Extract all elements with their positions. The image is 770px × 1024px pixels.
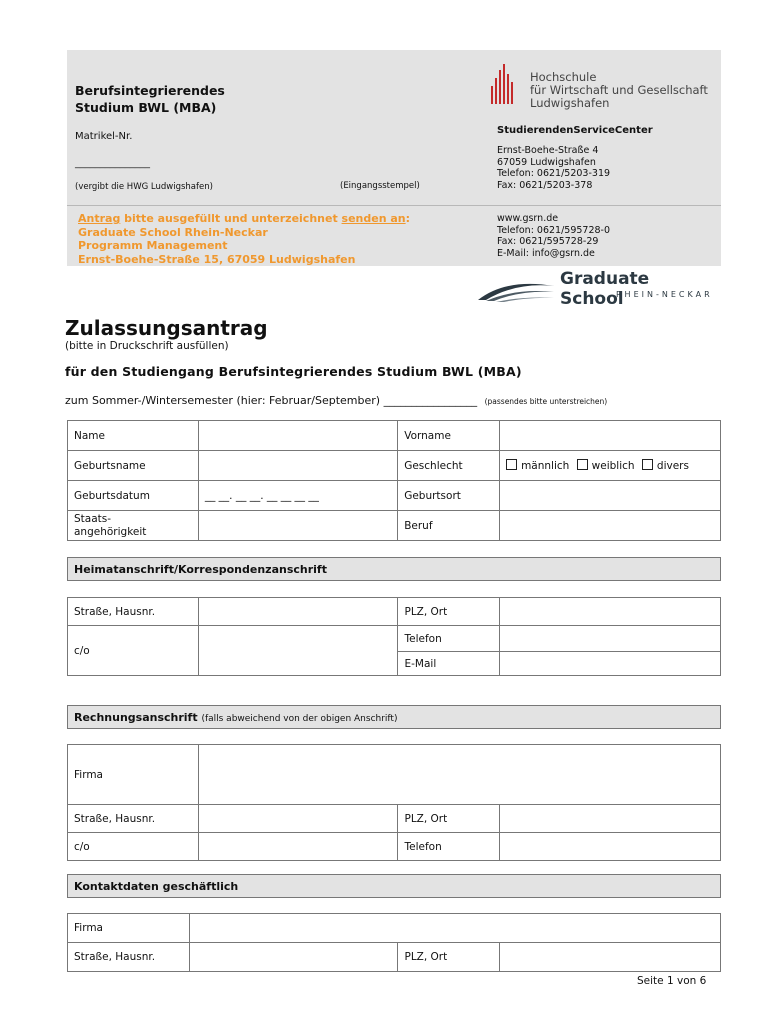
- rechnung-table: [67, 744, 721, 861]
- name-label: Name: [68, 421, 199, 451]
- kontakt-table: [67, 913, 721, 972]
- heimat-telefon-field[interactable]: [500, 626, 721, 652]
- geburtsdatum-field[interactable]: __ __. __ __. __ __ __ __: [198, 481, 397, 511]
- rechnung-telefon-field[interactable]: [500, 833, 721, 861]
- matrikel-label: Matrikel-Nr.: [75, 131, 133, 142]
- checkbox-weiblich[interactable]: [577, 459, 588, 470]
- program-title: Berufsintegrierendes Studium BWL (MBA): [75, 83, 225, 115]
- stamp-note: (Eingangsstempel): [340, 181, 420, 191]
- program-heading: für den Studiengang Berufsintegrierendes Studium BWL (MBA): [65, 364, 522, 379]
- rechnung-section-heading: Rechnungsanschrift (falls abweichend von der obigen Anschrift): [67, 705, 721, 729]
- heimat-email-label: E-Mail: [398, 652, 500, 676]
- vorname-field[interactable]: [500, 421, 721, 451]
- kontakt-strasse-label: Straße, Hausnr.: [68, 943, 190, 972]
- checkbox-maennlich[interactable]: [506, 459, 517, 470]
- staatsangehoerigkeit-field[interactable]: [198, 511, 397, 541]
- page-number: Seite 1 von 6: [637, 975, 707, 987]
- heimat-plz-field[interactable]: [500, 598, 721, 626]
- matrikel-blank[interactable]: _______________: [75, 158, 150, 169]
- staatsangehoerigkeit-label: Staats- angehörigkeit: [68, 511, 199, 541]
- geburtsdatum-label: Geburtsdatum: [68, 481, 199, 511]
- form-subtitle: (bitte in Druckschrift ausfüllen): [65, 340, 229, 352]
- heimat-section-heading: Heimatanschrift/Korrespondenzanschrift: [67, 557, 721, 581]
- rechnung-strasse-label: Straße, Hausnr.: [68, 805, 199, 833]
- heimat-telefon-label: Telefon: [398, 626, 500, 652]
- kontakt-firma-field[interactable]: [189, 914, 720, 943]
- heimat-strasse-label: Straße, Hausnr.: [68, 598, 199, 626]
- heimat-table: [67, 597, 721, 676]
- graduate-school-logo: Graduate School RHEIN-NECKAR: [476, 268, 716, 304]
- rechnung-firma-label: Firma: [68, 745, 199, 805]
- heimat-co-field[interactable]: [198, 626, 398, 676]
- beruf-label: Beruf: [398, 511, 500, 541]
- kontakt-section-heading: Kontaktdaten geschäftlich: [67, 874, 721, 898]
- rechnung-firma-field[interactable]: [198, 745, 720, 805]
- personal-data-table: [67, 420, 721, 541]
- kontakt-strasse-field[interactable]: [189, 943, 398, 972]
- geburtsort-label: Geburtsort: [398, 481, 500, 511]
- geburtsname-label: Geburtsname: [68, 451, 199, 481]
- geschlecht-options: männlich weiblich divers: [500, 451, 721, 481]
- vorname-label: Vorname: [398, 421, 500, 451]
- matrikel-note: (vergibt die HWG Ludwigshafen): [75, 182, 213, 192]
- rechnung-co-label: c/o: [68, 833, 199, 861]
- kontakt-plz-label: PLZ, Ort: [398, 943, 500, 972]
- checkbox-divers[interactable]: [642, 459, 653, 470]
- rechnung-plz-field[interactable]: [500, 805, 721, 833]
- form-title: Zulassungsantrag: [65, 316, 268, 340]
- name-field[interactable]: [198, 421, 397, 451]
- hochschule-logo-icon: [491, 64, 513, 104]
- rechnung-plz-label: PLZ, Ort: [398, 805, 500, 833]
- semester-line: zum Sommer-/Wintersemester (hier: Februar/September) _________________ (passendes bitte unterstreichen): [65, 394, 608, 407]
- graduate-school-swoosh-icon: [476, 268, 556, 304]
- heimat-email-field[interactable]: [500, 652, 721, 676]
- heimat-plz-label: PLZ, Ort: [398, 598, 500, 626]
- kontakt-plz-field[interactable]: [500, 943, 721, 972]
- rechnung-strasse-field[interactable]: [198, 805, 398, 833]
- geburtsname-field[interactable]: [198, 451, 397, 481]
- hochschule-name: Hochschule für Wirtschaft und Gesellschaft Ludwigshafen: [530, 70, 708, 110]
- ssc-title: StudierendenServiceCenter: [497, 125, 653, 136]
- gs-contact: www.gsrn.de Telefon: 0621/595728-0 Fax: 0621/595728-29 E-Mail: info@gsrn.de: [497, 213, 611, 259]
- geburtsort-field[interactable]: [500, 481, 721, 511]
- header-divider: [67, 205, 721, 206]
- heimat-strasse-field[interactable]: [198, 598, 398, 626]
- beruf-field[interactable]: [500, 511, 721, 541]
- rechnung-co-field[interactable]: [198, 833, 398, 861]
- kontakt-firma-label: Firma: [68, 914, 190, 943]
- send-instructions: Antrag bitte ausgefüllt und unterzeichnet senden an: Graduate School Rhein-Neckar Programm Management Ernst-Boehe-Straße 15, 67059 Ludwigshafen: [78, 212, 411, 266]
- heimat-co-label: c/o: [68, 626, 199, 676]
- geschlecht-label: Geschlecht: [398, 451, 500, 481]
- rechnung-telefon-label: Telefon: [398, 833, 500, 861]
- ssc-address: Ernst-Boehe-Straße 4 67059 Ludwigshafen Telefon: 0621/5203-319 Fax: 0621/5203-378: [497, 145, 611, 191]
